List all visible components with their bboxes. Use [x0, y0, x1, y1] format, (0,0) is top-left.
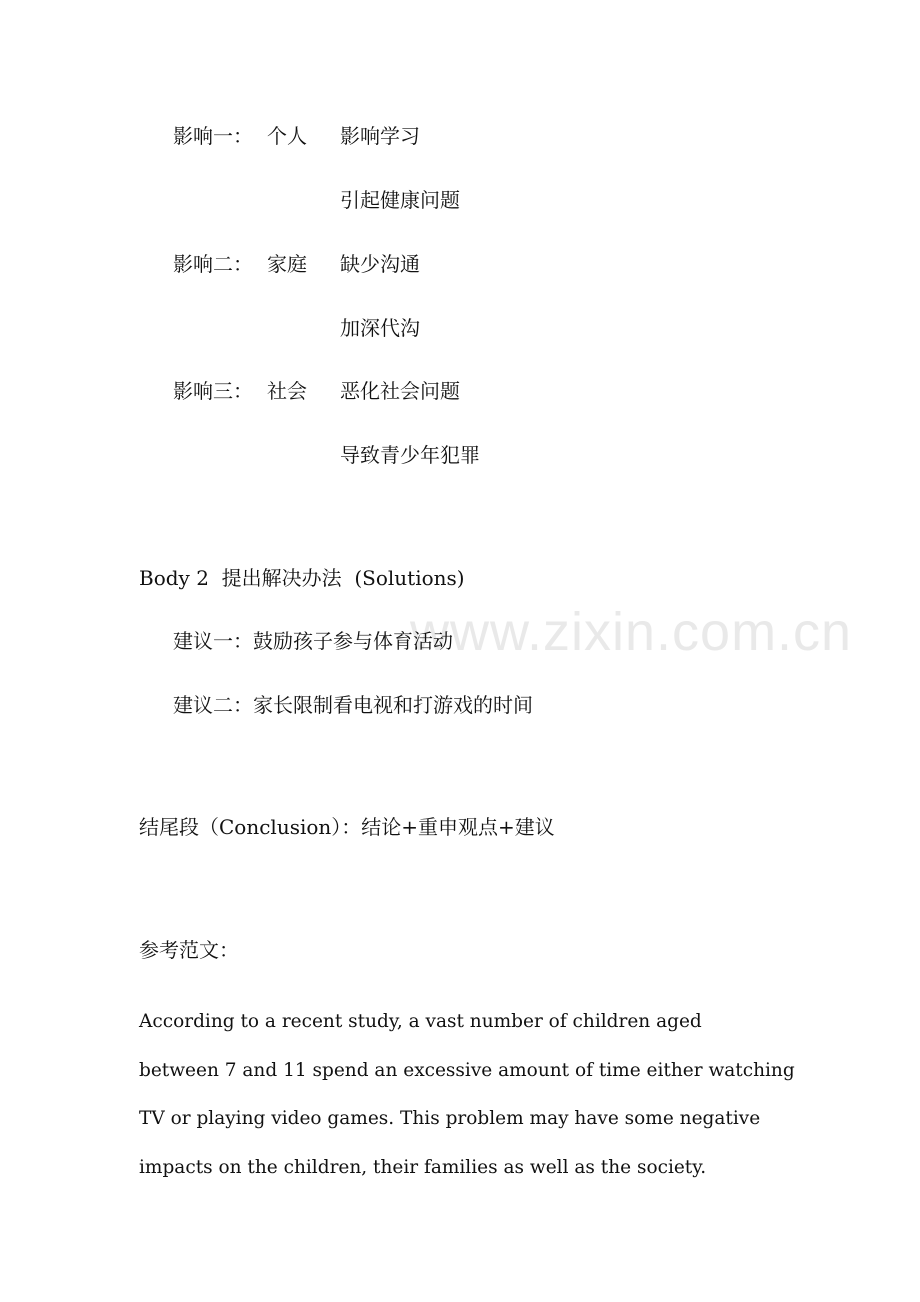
impact-1-category: 个人 — [267, 124, 307, 148]
sample-line-3: TV or playing video games. This problem may have some negative — [139, 1108, 761, 1129]
impact-3-point-1: 恶化社会问题 — [340, 379, 460, 403]
impact-2-point-1: 缺少沟通 — [340, 252, 420, 276]
sample-heading: 参考范文： — [139, 938, 239, 962]
impact-3-point-2: 导致青少年犯罪 — [340, 443, 480, 467]
impact-2-point-2: 加深代沟 — [340, 316, 420, 340]
conclusion-line: 结尾段（Conclusion）：结论+重申观点+建议 — [139, 815, 555, 839]
impact-2-category: 家庭 — [267, 252, 307, 276]
impact-1-point-1: 影响学习 — [340, 124, 420, 148]
suggestion-2: 建议二：家长限制看电视和打游戏的时间 — [173, 693, 533, 717]
sample-line-4: impacts on the children, their families as well as the society. — [139, 1156, 707, 1178]
sample-line-2: between 7 and 11 spend an excessive amount of time either watching — [139, 1059, 795, 1081]
impact-3-label: 影响三： — [173, 379, 253, 403]
body2-heading: Body 2 提出解决办法 (Solutions) — [139, 566, 465, 590]
watermark: www.zixin.com.cn — [410, 602, 853, 662]
sample-line-1: According to a recent study, a vast number of children aged — [139, 1011, 702, 1032]
impact-1-label: 影响一： — [173, 124, 253, 148]
impact-3-category: 社会 — [267, 379, 307, 403]
impact-1-point-2: 引起健康问题 — [340, 188, 460, 212]
suggestion-1: 建议一：鼓励孩子参与体育活动 — [173, 629, 453, 653]
impact-2-label: 影响二： — [173, 252, 253, 276]
sample-paragraph — [139, 998, 795, 1192]
